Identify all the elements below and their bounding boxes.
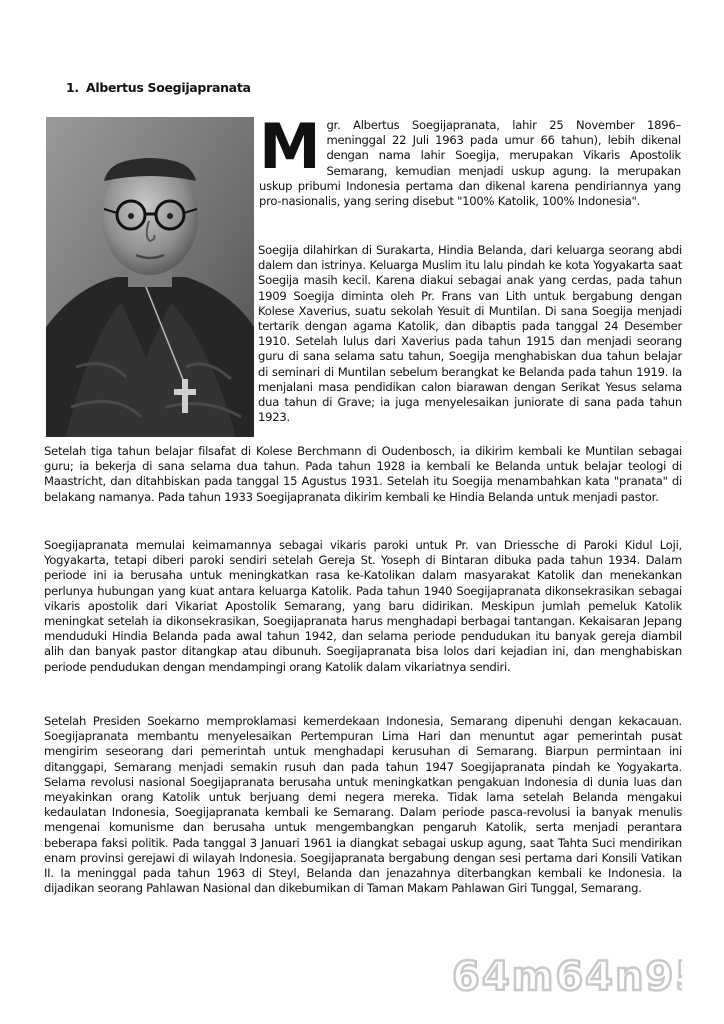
section-number: 1. bbox=[66, 80, 79, 95]
biography-paragraph-revolution: Setelah Presiden Soekarno memproklamasi kemerdekaan Indonesia, Semarang dipenuhi dengan kekacauan. Soegijapranata membantu menyelesaikan Pertempuran Lima Hari dan menuntut agar pemerintah pusat mengirim seseorang dari pemerintah untuk menghadapi kerusuhan di Semarang. Biarpun permintaan ini ditanggapi, Semarang menjadi semakin rusuh dan pada tahun 1947 Soegijapranata pindah ke Yogyakarta. Selama revolusi nasional Soegijapranata berusaha untuk meningkatkan pengakuan Indonesia di dunia luas dan meyakinkan orang Katolik untuk berjuang demi negera mereka. Tidak lama setelah Belanda mengakui kedaulatan Indonesia, Soegijapranata kembali ke Semarang. Dalam periode pasca-revolusi ia banyak menulis mengenai komunisme dan berusaha untuk mengembangkan pengaruh Katolik, serta menjadi perantara beberapa faksi politik. Pada tanggal 3 Januari 1961 ia diangkat sebagai uskup agung, saat Tahta Suci mendirikan enam provinsi gerejawi di wilayah Indonesia. Soegijapranata bergabung dengan sesi pertama dari Konsili Vatikan II. Ia meninggal pada tahun 1963 di Steyl, Belanda dan jenazahnya diterbangkan kembali ke Indonesia. Ia dijadikan seorang Pahlawan Nasional dan dikebumikan di Taman Makam Pahlawan Giri Tunggal, Semarang. bbox=[44, 714, 682, 896]
intro-text: gr. Albertus Soegijapranata, lahir 25 November 1896–meninggal 22 Juli 1963 pada umur 66 tahun), lebih dikenal dengan nama lahir Soegija, merupakan Vikaris Apostolik Semarang, kemudian menjadi uskup agung. Ia merupakan uskup pribumi Indonesia pertama dan dikenal karena pendiriannya yang pro-nasionalis, yang sering disebut "100% Katolik, 100% Indonesia". bbox=[259, 118, 681, 209]
watermark-text: 64m64n95 bbox=[452, 954, 682, 998]
biography-paragraph-priesthood: Soegijapranata memulai keimamannya sebagai vikaris paroki untuk Pr. van Driessche di Paroki Kidul Loji, Yogyakarta, tetapi diberi paroki sendiri setelah Gereja St. Yoseph di Bintaran dibuka pada tahun 1934. Dalam periode ini ia berusaha untuk meningkatkan rasa ke-Katolikan dalam masyarakat Katolik dan menekankan perlunya hubungan yang kuat antara keluarga Katolik. Pada tahun 1940 Soegijapranata dikonsekrasikan sebagai vikaris apostolik dari Vikariat Apostolik Semarang, yang baru didirikan. Meskipun jumlah pemeluk Katolik meningkat setelah ia dikonsekrasikan, Soegijapranata harus menghadapi berbagai tantangan. Kekaisaran Jepang menduduki Hindia Belanda pada awal tahun 1942, dan selama periode pendudukan itu banyak gereja diambil alih dan banyak pastor ditangkap atau dibunuh. Soegijapranata bisa lolos dari kejadian ini, dan menghabiskan periode pendudukan dengan mendampingi orang Katolik dalam vikariatnya sendiri. bbox=[44, 538, 682, 674]
drop-cap: M bbox=[259, 110, 321, 183]
biography-paragraph-education: Setelah tiga tahun belajar filsafat di Kolese Berchmann di Oudenbosch, ia dikirim kembali ke Muntilan sebagai guru; ia bekerja di sana selama dua tahun. Pada tahun 1928 ia kembali ke Belanda untuk belajar teologi di Maastricht, dan ditahbiskan pada tanggal 15 Agustus 1931. Setelah itu Soegija menambahkan kata "pranata" di belakang namanya. Pada tahun 1933 Soegijapranata dikirim kembali ke Hindia Belanda untuk menjadi pastor. bbox=[44, 444, 682, 504]
intro-paragraph bbox=[259, 110, 681, 209]
section-heading bbox=[66, 80, 251, 95]
section-title: Albertus Soegijapranata bbox=[86, 80, 251, 95]
biography-paragraph-early-life: Soegija dilahirkan di Surakarta, Hindia Belanda, dari keluarga seorang abdi dalem dan istrinya. Keluarga Muslim itu lalu pindah ke kota Yogyakarta saat Soegija masih kecil. Karena diakui sebagai anak yang cerdas, pada tahun 1909 Soegija diminta oleh Pr. Frans van Lith untuk bergabung dengan Kolese Xaverius, suatu sekolah Yesuit di Muntilan. Di sana Soegija menjadi tertarik dengan agama Katolik, dan dibaptis pada tanggal 24 Desember 1910. Setelah lulus dari Xaverius pada tahun 1915 dan menjadi seorang guru di sana selama satu tahun, Soegija menghabiskan dua tahun belajar di seminari di Muntilan sebelum berangkat ke Belanda pada tahun 1919. Ia menjalani masa pendidikan calon biarawan dengan Serikat Yesus selama dua tahun di Grave; ia juga menyelesaikan juniorate di sana pada tahun 1923. bbox=[258, 243, 682, 425]
portrait-photo bbox=[46, 117, 254, 437]
watermark bbox=[452, 948, 682, 998]
